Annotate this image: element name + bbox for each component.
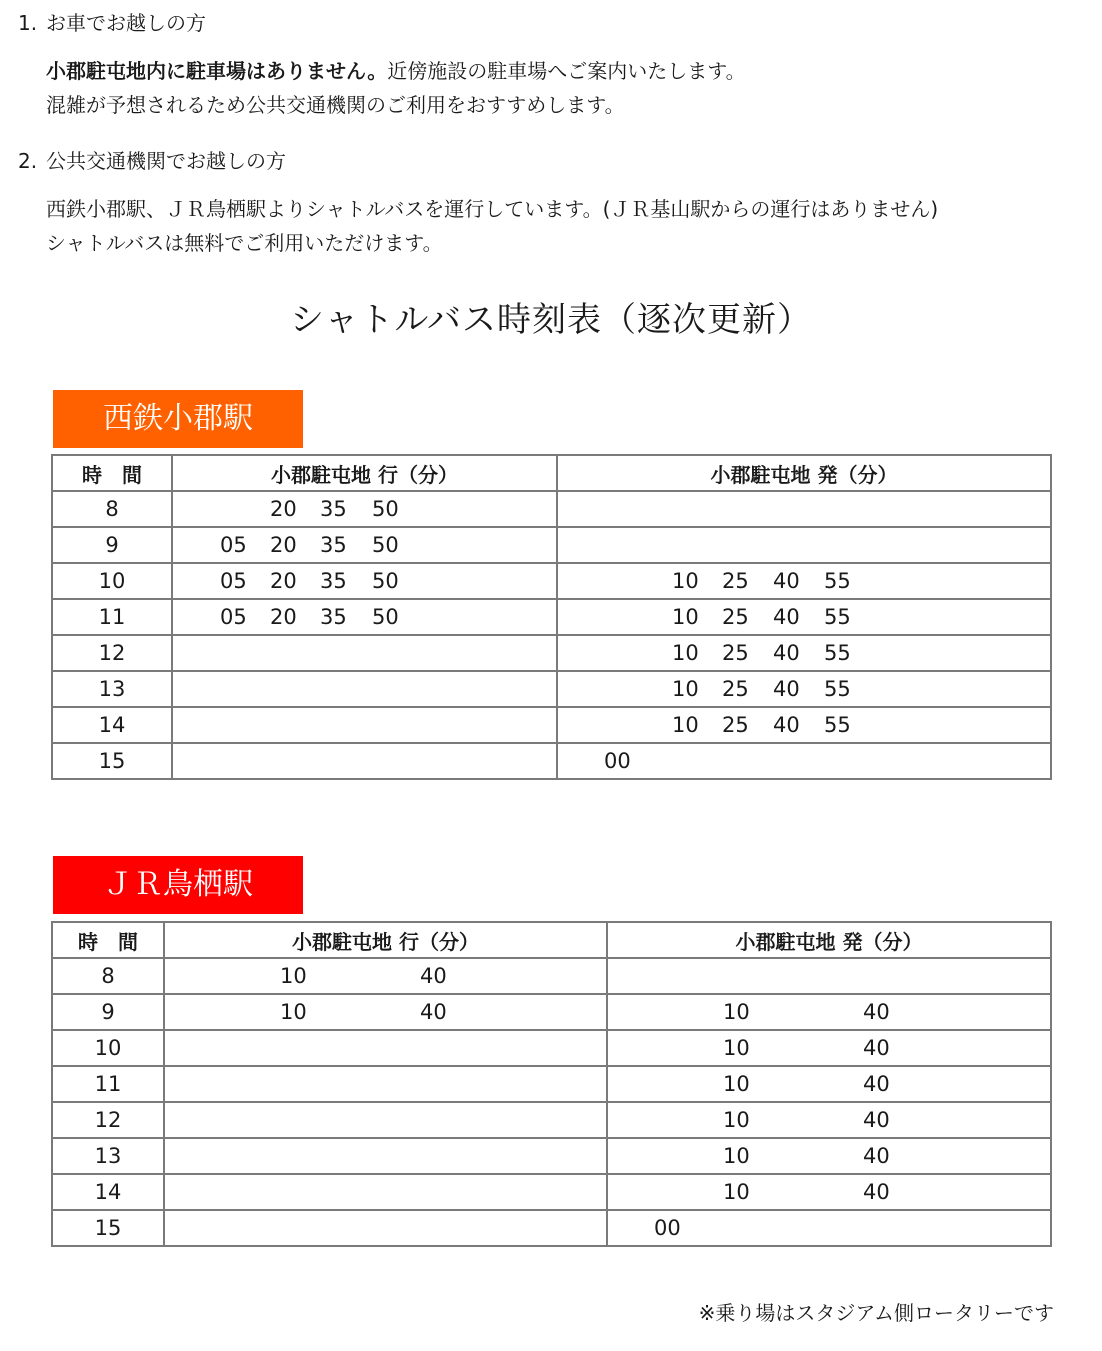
departures-from-camp-cell — [557, 563, 1051, 599]
table-row — [52, 527, 1051, 563]
departures-from-camp-cell — [607, 1102, 1051, 1138]
departures-to-camp-cell — [172, 563, 557, 599]
hour-cell: 15 — [52, 743, 172, 779]
minute-value: 55 — [824, 677, 851, 701]
table-row — [52, 743, 1051, 779]
minute-value: 25 — [722, 569, 749, 593]
hour-cell: 10 — [52, 563, 172, 599]
minute-list — [173, 708, 556, 742]
header-from-camp: 小郡駐屯地 発（分） — [557, 455, 1051, 491]
hour-cell: 10 — [52, 1030, 164, 1066]
minute-value: 35 — [320, 569, 347, 593]
departures-from-camp-cell — [557, 743, 1051, 779]
hour-cell: 14 — [52, 1174, 164, 1210]
minute-value: 40 — [773, 713, 800, 737]
minute-list — [608, 1211, 1050, 1245]
section-2-line-1: 西鉄小郡駅、ＪＲ鳥栖駅よりシャトルバスを運行しています。(ＪＲ基山駅からの運行はありません) — [46, 197, 939, 221]
minute-value: 25 — [722, 677, 749, 701]
minute-value: 25 — [722, 713, 749, 737]
section-1-line-1 — [46, 54, 746, 88]
minute-value: 40 — [863, 1180, 890, 1204]
minute-list — [173, 672, 556, 706]
section-2-heading — [18, 148, 286, 174]
minute-value: 10 — [723, 1072, 750, 1096]
table-row — [52, 707, 1051, 743]
section-2-title: 公共交通機関でお越しの方 — [46, 149, 286, 173]
table-row — [52, 599, 1051, 635]
minute-list — [165, 1139, 606, 1173]
minute-list — [173, 528, 556, 562]
minute-value: 05 — [220, 533, 247, 557]
minute-value: 10 — [723, 1036, 750, 1060]
departures-to-camp-cell — [172, 743, 557, 779]
minute-list — [173, 600, 556, 634]
minute-value: 10 — [723, 1144, 750, 1168]
departures-to-camp-cell — [172, 671, 557, 707]
minute-value: 40 — [863, 1072, 890, 1096]
table-row — [52, 994, 1051, 1030]
hour-cell: 8 — [52, 491, 172, 527]
minute-value: 20 — [270, 569, 297, 593]
minute-list — [608, 1067, 1050, 1101]
header-hour: 時 間 — [52, 455, 172, 491]
departures-from-camp-cell — [607, 1174, 1051, 1210]
minute-list — [173, 744, 556, 778]
departures-from-camp-cell — [557, 635, 1051, 671]
section-1-title: お車でお越しの方 — [46, 11, 206, 35]
minute-value: 40 — [420, 1000, 447, 1024]
timetable-nishitetsu-ogori — [51, 454, 1052, 780]
minute-value: 10 — [672, 641, 699, 665]
table-row — [52, 635, 1051, 671]
minute-list — [165, 1175, 606, 1209]
hour-cell: 8 — [52, 958, 164, 994]
hour-cell: 12 — [52, 1102, 164, 1138]
section-1-line-2: 混雑が予想されるため公共交通機関のご利用をおすすめします。 — [46, 93, 625, 117]
minute-value: 55 — [824, 569, 851, 593]
minute-value: 10 — [723, 1180, 750, 1204]
header-to-camp: 小郡駐屯地 行（分） — [172, 455, 557, 491]
minute-value: 40 — [863, 1000, 890, 1024]
hour-cell: 9 — [52, 994, 164, 1030]
minute-value: 20 — [270, 533, 297, 557]
minute-value: 05 — [220, 569, 247, 593]
no-parking-notice: 小郡駐屯地内に駐車場はありません。 — [46, 59, 388, 83]
section-1-number: 1. — [18, 11, 38, 35]
minute-list — [558, 564, 1050, 598]
minute-value: 10 — [672, 713, 699, 737]
header-to-camp: 小郡駐屯地 行（分） — [164, 922, 607, 958]
departures-to-camp-cell — [164, 958, 607, 994]
hour-cell: 13 — [52, 1138, 164, 1174]
minute-list — [165, 959, 606, 993]
minute-value: 40 — [773, 605, 800, 629]
minute-value: 55 — [824, 713, 851, 737]
table-row — [52, 491, 1051, 527]
minute-list — [173, 636, 556, 670]
minute-value: 00 — [654, 1216, 681, 1240]
minute-value: 25 — [722, 605, 749, 629]
departures-to-camp-cell — [164, 1102, 607, 1138]
departures-from-camp-cell — [557, 527, 1051, 563]
table-row — [52, 1030, 1051, 1066]
hour-cell: 15 — [52, 1210, 164, 1246]
header-hour: 時 間 — [52, 922, 164, 958]
departures-to-camp-cell — [172, 527, 557, 563]
minute-value: 10 — [723, 1108, 750, 1132]
departures-to-camp-cell — [172, 635, 557, 671]
table-header-row — [52, 922, 1051, 958]
departures-to-camp-cell — [164, 1210, 607, 1246]
departures-from-camp-cell — [607, 994, 1051, 1030]
section-2-number: 2. — [18, 149, 38, 173]
minute-list — [558, 744, 1050, 778]
departures-to-camp-cell — [172, 599, 557, 635]
minute-list — [173, 564, 556, 598]
minute-value: 10 — [672, 677, 699, 701]
departures-from-camp-cell — [607, 1030, 1051, 1066]
minute-list — [608, 1031, 1050, 1065]
minute-value: 50 — [372, 605, 399, 629]
table-row — [52, 1210, 1051, 1246]
departures-from-camp-cell — [607, 1210, 1051, 1246]
table-row — [52, 1138, 1051, 1174]
table-header-row — [52, 455, 1051, 491]
minute-list — [165, 995, 606, 1029]
minute-value: 50 — [372, 569, 399, 593]
minute-list — [558, 708, 1050, 742]
table-row — [52, 1066, 1051, 1102]
departures-to-camp-cell — [172, 707, 557, 743]
minute-list — [165, 1031, 606, 1065]
table-row — [52, 958, 1051, 994]
hour-cell: 13 — [52, 671, 172, 707]
departures-to-camp-cell — [164, 1174, 607, 1210]
departures-to-camp-cell — [164, 994, 607, 1030]
minute-value: 10 — [723, 1000, 750, 1024]
table-row — [52, 1174, 1051, 1210]
minute-value: 40 — [863, 1144, 890, 1168]
departures-from-camp-cell — [557, 599, 1051, 635]
minute-value: 35 — [320, 497, 347, 521]
minute-value: 55 — [824, 641, 851, 665]
minute-list — [558, 600, 1050, 634]
minute-list — [558, 492, 1050, 526]
departures-from-camp-cell — [607, 1138, 1051, 1174]
minute-value: 10 — [672, 605, 699, 629]
timetable-jr-tosu — [51, 921, 1052, 1247]
departures-from-camp-cell — [557, 671, 1051, 707]
parking-guidance: 近傍施設の駐車場へご案内いたします。 — [387, 59, 746, 83]
minute-list — [165, 1067, 606, 1101]
minute-list — [165, 1103, 606, 1137]
minute-list — [608, 1175, 1050, 1209]
minute-value: 10 — [672, 569, 699, 593]
minute-value: 40 — [420, 964, 447, 988]
departures-from-camp-cell — [607, 958, 1051, 994]
minute-value: 40 — [773, 677, 800, 701]
hour-cell: 9 — [52, 527, 172, 563]
minute-value: 35 — [320, 533, 347, 557]
page-title: シャトルバス時刻表（逐次更新） — [290, 300, 812, 340]
minute-list — [608, 1139, 1050, 1173]
departures-to-camp-cell — [164, 1066, 607, 1102]
minute-value: 40 — [863, 1108, 890, 1132]
hour-cell: 12 — [52, 635, 172, 671]
minute-list — [608, 959, 1050, 993]
minute-list — [558, 636, 1050, 670]
hour-cell: 14 — [52, 707, 172, 743]
minute-value: 25 — [722, 641, 749, 665]
section-1-heading — [18, 10, 206, 36]
minute-value: 05 — [220, 605, 247, 629]
departures-from-camp-cell — [607, 1066, 1051, 1102]
boarding-location-note: ※乗り場はスタジアム側ロータリーです — [698, 1301, 1054, 1325]
minute-value: 20 — [270, 605, 297, 629]
minute-value: 55 — [824, 605, 851, 629]
minute-value: 10 — [280, 964, 307, 988]
departures-from-camp-cell — [557, 707, 1051, 743]
minute-value: 50 — [372, 497, 399, 521]
minute-list — [165, 1211, 606, 1245]
minute-value: 50 — [372, 533, 399, 557]
hour-cell: 11 — [52, 1066, 164, 1102]
minute-list — [558, 528, 1050, 562]
departures-to-camp-cell — [164, 1030, 607, 1066]
header-from-camp: 小郡駐屯地 発（分） — [607, 922, 1051, 958]
minute-value: 40 — [863, 1036, 890, 1060]
table-row — [52, 1102, 1051, 1138]
minute-list — [558, 672, 1050, 706]
minute-value: 40 — [773, 569, 800, 593]
minute-list — [173, 492, 556, 526]
minute-value: 10 — [280, 1000, 307, 1024]
minute-list — [608, 995, 1050, 1029]
minute-value: 35 — [320, 605, 347, 629]
table-row — [52, 671, 1051, 707]
hour-cell: 11 — [52, 599, 172, 635]
departures-to-camp-cell — [164, 1138, 607, 1174]
section-2-line-2: シャトルバスは無料でご利用いただけます。 — [46, 231, 443, 255]
departures-from-camp-cell — [557, 491, 1051, 527]
station-label-nishitetsu-ogori: 西鉄小郡駅 — [53, 390, 303, 448]
station-label-jr-tosu: ＪＲ鳥栖駅 — [53, 856, 303, 914]
minute-value: 40 — [773, 641, 800, 665]
departures-to-camp-cell — [172, 491, 557, 527]
minute-value: 00 — [604, 749, 631, 773]
minute-list — [608, 1103, 1050, 1137]
table-row — [52, 563, 1051, 599]
minute-value: 20 — [270, 497, 297, 521]
